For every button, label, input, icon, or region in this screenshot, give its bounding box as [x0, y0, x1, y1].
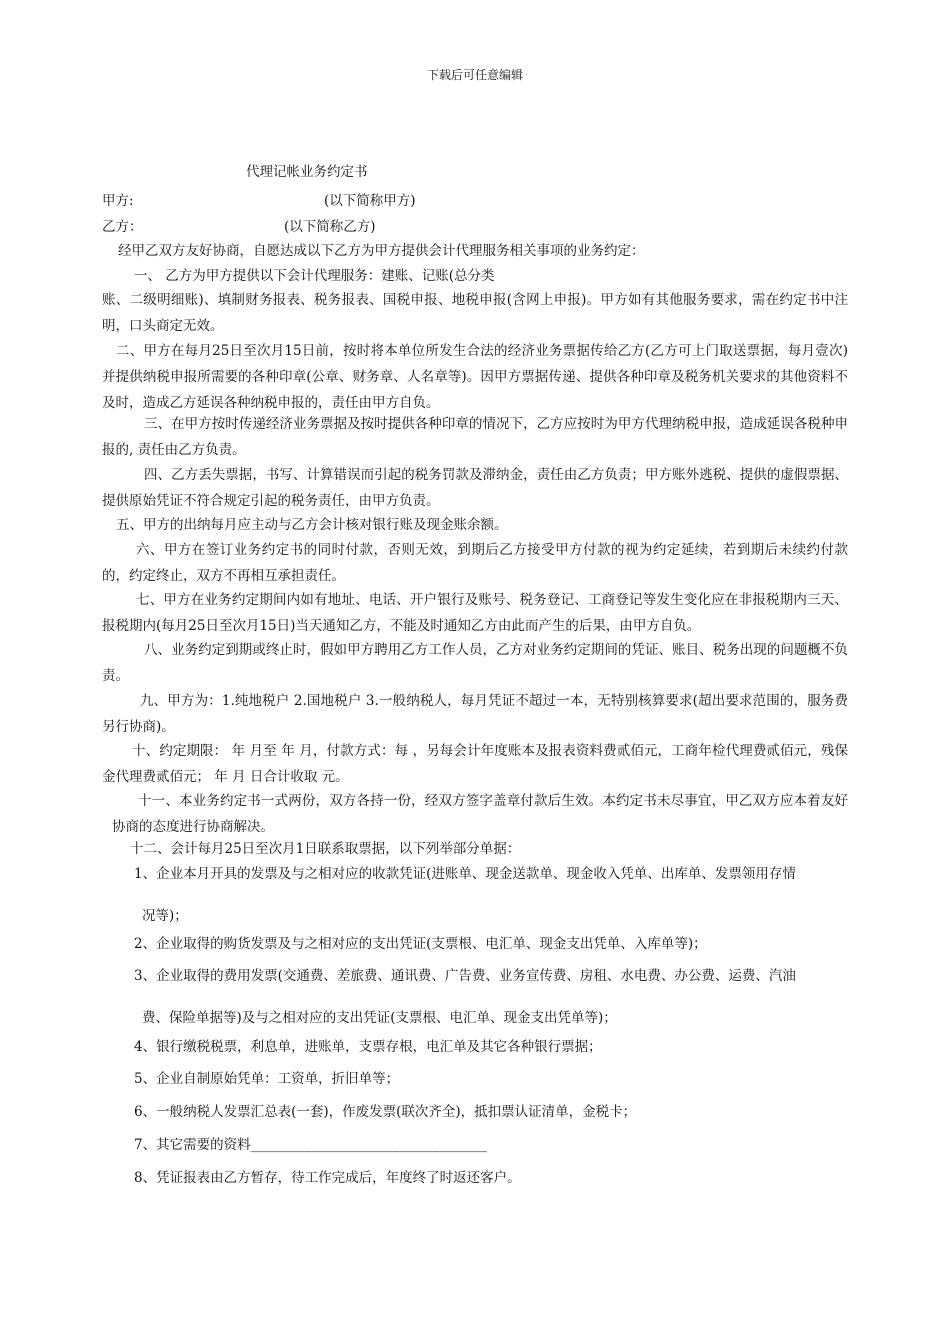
party-a-note: (以下简称甲方) — [324, 193, 416, 209]
clause-5: 五、甲方的出纳每月应主动与乙方会计核对银行账及现金账余额。 — [116, 517, 508, 533]
document-title: 代理记帐业务约定书 — [246, 164, 368, 180]
clause-1-continued: 账、二级明细账)、填制财务报表、税务报表、国税申报、地税申报(含网上申报)。甲方如有其他服务要求，需在约定书中注明，口头商定无效。 — [102, 292, 848, 334]
list-item-text: 7、其它需要的资料___________________________________ — [134, 1137, 487, 1153]
document-list-item-5 — [134, 1070, 848, 1088]
list-item-text: 4、银行缴税税票，利息单，进账单，支票存根，电汇单及其它各种银行票据； — [134, 1039, 602, 1055]
document-list-item-4 — [134, 1038, 848, 1056]
document-list-item-8 — [134, 1169, 848, 1187]
party-b-note: (以下简称乙方) — [284, 219, 376, 235]
list-item-text: 5、企业自制原始凭单：工资单，折旧单等； — [134, 1071, 400, 1087]
clause-8: 八、业务约定到期或终止时，假如甲方聘用乙方工作人员，乙方对业务约定期间的凭证、账目、税务出现的问题概不负责。 — [102, 642, 848, 684]
clause-1-first-line: 一、 乙方为甲方提供以下会计代理服务：建账、记账(总分类 — [134, 268, 495, 284]
party-b-label: 乙方： — [102, 219, 143, 235]
list-item-text: 3、企业取得的费用发票(交通费、差旅费、通讯费、广告费、业务宣传费、房租、水电费、办公费、运费、汽油 — [134, 968, 796, 984]
document-list-item-3 — [134, 967, 848, 1027]
list-item-continuation: 费、保险单据等)及与之相对应的支出凭证(支票根、电汇单、现金支出凭单等)； — [142, 1010, 617, 1026]
party-a-label: 甲方: — [102, 193, 134, 209]
clause-4: 四、乙方丢失票据，书写、计算错误而引起的税务罚款及滞纳金，责任由乙方负责；甲方账外逃税、提供的虚假票据、提供原始凭证不符合规定引起的税务责任，由甲方负责。 — [102, 467, 848, 509]
clause-7: 七、甲方在业务约定期间内如有地址、电话、开户银行及账号、税务登记、工商登记等发生变化应在非报税期内三天、报税期内(每月25日至次月15日)当天通知乙方，不能及时通知乙方由此而产生的后果，由甲方自负。 — [102, 592, 848, 634]
clause-2: 二、甲方在每月25日至次月15日前，按时将本单位所发生合法的经济业务票据传给乙方(乙方可上门取送票据，每月壹次)并提供纳税申报所需要的各种印章(公章、财务章、人名章等)。因甲方票据传递、提供各种印章及税务机关要求的其他资料不及时，造成乙方延误各种纳税申报的，责任由甲方自负。 — [102, 343, 848, 411]
list-item-text: 8、凭证报表由乙方暂存，待工作完成后，年度终了时返还客户。 — [134, 1170, 521, 1186]
clause-10: 十、约定期限： 年 月至 年 月，付款方式：每 ，另每会计年度账本及报表资料费贰佰元，工商年检代理费贰佰元，残保金代理费贰佰元； 年 月 日合计收取 元。 — [102, 743, 848, 785]
clause-11: 十一、本业务约定书一式两份，双方各持一份，经双方签字盖章付款后生效。本约定书未尽事宜，甲乙双方应本着友好协商的态度进行协商解决。 — [112, 793, 848, 835]
clause-9: 九、甲方为：1.纯地税户 2.国地税户 3.一般纳税人，每月凭证不超过一本，无特别核算要求(超出要求范围的，服务费另行协商)。 — [102, 693, 848, 735]
document-list-item-6 — [134, 1103, 848, 1121]
document-list-item-2 — [134, 935, 848, 953]
intro-paragraph: 经甲乙双方友好协商，自愿达成以下乙方为甲方提供会计代理服务相关事项的业务约定： — [118, 243, 645, 259]
clause-6: 六、甲方在签订业务约定书的同时付款，否则无效，到期后乙方接受甲方付款的视为约定延续，若到期后未续约付款的，约定终止，双方不再相互承担责任。 — [102, 542, 848, 584]
list-item-text: 2、企业取得的购货发票及与之相对应的支出凭证(支票根、电汇单、现金支出凭单、入库单等)； — [134, 936, 707, 952]
document-list-item-7 — [134, 1136, 848, 1154]
list-item-continuation: 况等)； — [142, 908, 188, 924]
list-item-text: 1、企业本月开具的发票及与之相对应的收款凭证(进账单、现金送款单、现金收入凭单、出库单、发票领用存情 — [134, 866, 796, 882]
clause-3: 三、在甲方按时传递经济业务票据及按时提供各种印章的情况下，乙方应按时为甲方代理纳税申报，造成延误各税种申报的, 责任由乙方负责。 — [102, 416, 848, 458]
document-list-item-1 — [134, 865, 848, 925]
page-header: 下载后可任意编辑 — [426, 68, 523, 82]
clause-12: 十二、会计每月25日至次月1日联系取票据，以下列举部分单据： — [130, 841, 521, 857]
list-item-text: 6、一般纳税人发票汇总表(一套)，作废发票(联次齐全)，抵扣票认证清单，金税卡； — [134, 1104, 637, 1120]
